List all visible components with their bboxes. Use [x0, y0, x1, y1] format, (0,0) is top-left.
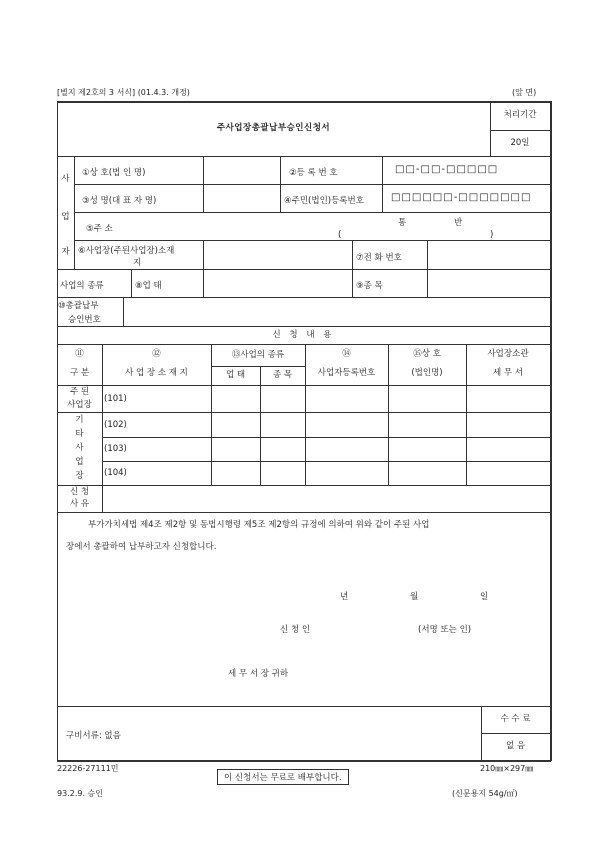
col-reg-num: ⑭: [342, 349, 351, 360]
approval-no-label-cont: 승인번호: [68, 315, 101, 325]
resident-no-field[interactable]: □□□□□□-□□□□□□□: [391, 192, 532, 203]
name-field[interactable]: [204, 185, 279, 211]
addressee: 세 무 서 장 귀하: [228, 669, 289, 679]
date-year: 년: [340, 592, 349, 602]
address-field[interactable]: [204, 213, 549, 239]
main-site-label-cont: 사업장: [67, 399, 92, 410]
approval-no-field[interactable]: [124, 298, 549, 325]
col-location-header: 사 업 장 소 재 지: [125, 368, 188, 379]
section-label-eop: 업: [61, 212, 70, 223]
paper-weight: (신문용지 54g/㎡): [452, 789, 518, 798]
col-reg-header: 사업자등록번호: [317, 368, 376, 379]
other-site-label-2: 타: [75, 429, 84, 440]
fee-label: 수 수 료: [500, 714, 531, 725]
other-site-label-4: 업: [75, 457, 84, 468]
biz-kind-label: 사업의 종류: [60, 281, 104, 291]
col-name-header-sub: (법인명): [411, 368, 443, 379]
fee-value: 없 음: [505, 741, 526, 752]
processing-period-value: 20일: [510, 137, 530, 148]
phone-field[interactable]: [428, 241, 549, 268]
address-label: ⑤주 소: [86, 224, 113, 234]
trade-name-field[interactable]: [204, 157, 279, 183]
address-tong: 통: [398, 218, 407, 228]
row-104-label: (104): [104, 468, 127, 478]
biz-item-label: ⑨종 목: [356, 281, 383, 291]
biz-type-field[interactable]: [204, 270, 351, 296]
col-name-header: ⑮상 호: [413, 349, 441, 360]
page-side-label: (앞 면): [512, 88, 537, 97]
col-class-header: 구 분: [69, 368, 90, 379]
biz-type-label: ⑧업 태: [135, 281, 162, 291]
col-kind-header: ⑬사업의 종류: [231, 349, 285, 360]
form-reference: [별지 제2호의 3 서식] (01.4.3. 개정): [57, 88, 190, 97]
hq-location-field[interactable]: [204, 241, 351, 268]
statement-line-1: 부가가치세법 제4조 제2항 및 동법시행령 제5조 제2항의 규정에 의하여 위와 같이 주된 사업: [88, 520, 430, 530]
reason-field[interactable]: [103, 486, 549, 511]
required-docs: 구비서류: 없음: [66, 731, 121, 741]
col-type-header: 업 태: [225, 370, 246, 381]
row-102-label: (102): [104, 420, 127, 430]
trade-name-label: ①상 호(법 인 명): [82, 168, 146, 178]
form-title: 주사업장총괄납부승인신청서: [216, 122, 331, 133]
form-code: 22226-27111민: [57, 764, 119, 773]
other-site-label-1: 기: [75, 415, 84, 426]
name-label: ③성 명(대 표 자 명): [82, 196, 157, 206]
details-heading: 신 청 내 용: [272, 329, 335, 340]
row-103-label: (103): [104, 444, 127, 454]
reg-no-field[interactable]: □□-□□-□□□□□: [395, 164, 499, 175]
col-office-header: 사업장소관: [487, 349, 529, 360]
hq-location-label: ⑥사업장(주된사업장)소재: [78, 246, 175, 256]
reg-no-label: ②등 록 번 호: [289, 168, 338, 178]
applicant-sign-label: 신 청 인: [280, 625, 311, 635]
date-month: 월: [410, 592, 419, 602]
biz-item-field[interactable]: [428, 270, 549, 296]
col-item-header: 종 목: [272, 370, 293, 381]
phone-label: ⑦전 화 번호: [356, 253, 402, 263]
paper-size: 210㎜×297㎜: [480, 764, 534, 773]
address-paren-close: ): [490, 230, 494, 240]
row-101-label: (101): [104, 394, 127, 404]
processing-period-label: 처리기간: [503, 109, 537, 120]
address-paren-open: (: [338, 230, 342, 240]
section-label-sa: 사: [61, 174, 70, 185]
date-day: 일: [480, 592, 489, 602]
col-class-num: ⑪: [75, 349, 84, 360]
other-site-label-5: 장: [75, 471, 84, 482]
approval-no-label: ⑩총괄납부: [58, 301, 99, 311]
other-site-label-3: 사: [75, 443, 84, 454]
main-site-label: 주 된: [69, 386, 90, 397]
reason-label: 신 청: [69, 487, 90, 498]
free-distribution-note: 이 신청서는 무료로 배부합니다.: [217, 769, 349, 785]
col-location-num: ⑫: [152, 349, 161, 360]
resident-no-label: ④주민(법인)등록번호: [284, 196, 364, 206]
statement-line-2: 장에서 총괄하여 납부하고자 신청합니다.: [66, 542, 217, 552]
col-office-header-sub: 세 무 서: [492, 368, 524, 379]
approval-date: 93.2.9. 승인: [57, 789, 103, 798]
signature-hint: (서명 또는 인): [418, 625, 472, 635]
hq-location-label-cont: 지: [133, 258, 142, 268]
address-ban: 반: [454, 218, 463, 228]
section-label-ja: 자: [61, 246, 70, 257]
reason-label-cont: 사 유: [69, 499, 90, 510]
